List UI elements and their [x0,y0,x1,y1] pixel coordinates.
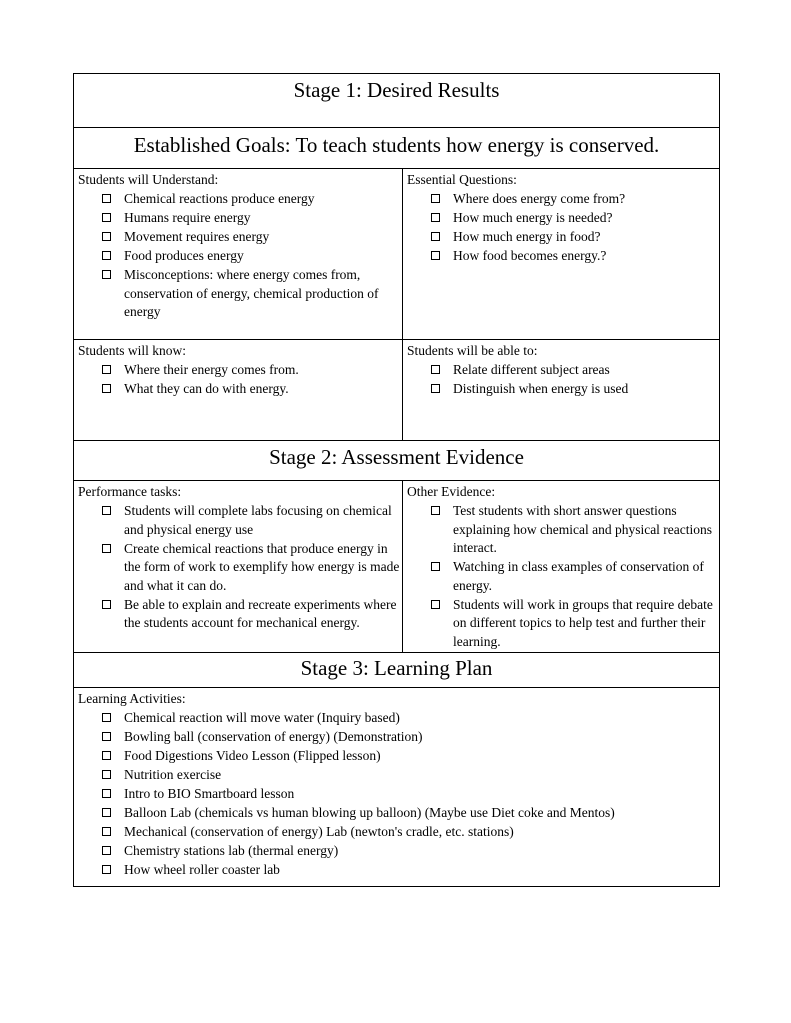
know-list [74,361,402,399]
list-item-text: Test students with short answer questions explaining how chemical and physical reactions interact. [453,503,713,555]
list-item [74,842,719,861]
list-item [403,228,719,247]
checkbox-bullet-icon [431,562,440,571]
questions-cell [403,169,720,340]
list-item-text: Be able to explain and recreate experiments where the students account for mechanical energy. [124,596,397,630]
checkbox-bullet-icon [102,713,111,722]
checkbox-bullet-icon [431,600,440,609]
list-item-text: Intro to BIO Smartboard lesson [124,785,295,801]
list-item [74,266,402,322]
list-item-text: Nutrition exercise [124,766,222,782]
checkbox-bullet-icon [431,213,440,222]
activities-list [74,709,719,880]
checkbox-bullet-icon [102,808,111,817]
checkbox-bullet-icon [102,827,111,836]
list-item [74,747,719,766]
list-item-text: How wheel roller coaster lab [124,861,280,877]
list-item-text: Chemistry stations lab (thermal energy) [124,842,339,858]
list-item [74,728,719,747]
list-item [74,596,402,633]
checkbox-bullet-icon [102,213,111,222]
list-item [403,502,719,558]
stage1-header [74,74,720,128]
know-cell [74,340,403,441]
list-item-text: Balloon Lab (chemicals vs human blowing up balloon) (Maybe use Diet coke and Mentos) [124,804,615,820]
able-cell [403,340,720,441]
stage2-header [74,441,720,481]
checkbox-bullet-icon [102,865,111,874]
list-item [74,804,719,823]
list-item-text: Food produces energy [124,248,244,263]
checkbox-bullet-icon [431,384,440,393]
list-item [74,540,402,596]
list-item-text: How much energy is needed? [453,210,613,225]
checkbox-bullet-icon [102,506,111,515]
performance-cell [74,481,403,653]
list-item-text: How food becomes energy.? [453,248,607,263]
checkbox-bullet-icon [102,770,111,779]
checkbox-bullet-icon [431,506,440,515]
checkbox-bullet-icon [102,751,111,760]
performance-list [74,502,402,633]
list-item [74,823,719,842]
list-item [74,709,719,728]
list-item [74,247,402,266]
unit-plan-table [73,73,720,887]
understand-list [74,190,402,322]
checkbox-bullet-icon [431,251,440,260]
list-item [74,380,402,399]
list-item-text: Movement requires energy [124,229,270,244]
understand-cell [74,169,403,340]
list-item-text: Students will work in groups that require debate on different topics to help test and further their learning. [453,596,713,649]
list-item-text: How much energy in food? [453,229,601,244]
checkbox-bullet-icon [102,732,111,741]
list-item-text: Chemical reactions produce energy [124,191,315,206]
list-item [403,209,719,228]
list-item-text: Chemical reaction will move water (Inquiry based) [124,709,400,725]
goals-row [74,128,720,169]
list-item [403,380,719,399]
list-item [74,766,719,785]
list-item [403,190,719,209]
list-item-text: Relate different subject areas [453,362,610,377]
checkbox-bullet-icon [102,846,111,855]
checkbox-bullet-icon [102,365,111,374]
list-item [403,558,719,595]
list-item [74,228,402,247]
activities-title: Learning Activities: [78,690,186,706]
understand-title: Students will Understand: [78,172,219,187]
list-item-text: Bowling ball (conservation of energy) (Demonstration) [124,728,423,744]
performance-title: Performance tasks: [78,484,182,499]
list-item-text: Mechanical (conservation of energy) Lab (newton's cradle, etc. stations) [124,823,514,839]
established-goals: Established Goals: To teach students how energy is conserved. [133,133,660,157]
stage1-title: Stage 1: Desired Results [293,78,500,102]
checkbox-bullet-icon [102,232,111,241]
list-item-text: Where their energy comes from. [124,362,299,377]
stage3-title: Stage 3: Learning Plan [300,655,493,680]
checkbox-bullet-icon [431,194,440,203]
checkbox-bullet-icon [102,600,111,609]
list-item [74,190,402,209]
other-evidence-list [403,502,719,651]
list-item-text: Food Digestions Video Lesson (Flipped lesson) [124,747,381,763]
list-item-text: Humans require energy [124,210,251,225]
list-item [403,596,719,652]
other-evidence-cell [403,481,720,653]
checkbox-bullet-icon [431,232,440,241]
list-item [74,785,719,804]
list-item-text: Misconceptions: where energy comes from, conservation of energy, chemical production of energy [124,267,379,319]
stage3-header [74,652,720,687]
list-item-text: Watching in class examples of conservation of energy. [453,559,704,593]
list-item [74,861,719,880]
list-item [403,361,719,380]
checkbox-bullet-icon [102,384,111,393]
questions-list [403,190,719,266]
list-item-text: Where does energy come from? [453,191,626,206]
checkbox-bullet-icon [102,251,111,260]
list-item [403,247,719,266]
stage2-title: Stage 2: Assessment Evidence [269,445,524,469]
activities-cell [74,687,720,886]
checkbox-bullet-icon [102,194,111,203]
checkbox-bullet-icon [102,544,111,553]
able-title: Students will be able to: [407,343,538,358]
questions-title: Essential Questions: [407,172,517,187]
checkbox-bullet-icon [102,270,111,279]
list-item [74,502,402,539]
list-item-text: What they can do with energy. [124,381,289,396]
list-item-text: Distinguish when energy is used [453,381,629,396]
checkbox-bullet-icon [102,789,111,798]
other-evidence-title: Other Evidence: [407,484,496,499]
list-item [74,209,402,228]
list-item-text: Create chemical reactions that produce energy in the form of work to exemplify how energy is made and what it can do. [124,540,400,593]
list-item-text: Students will complete labs focusing on chemical and physical energy use [124,503,392,537]
know-title: Students will know: [78,343,187,358]
list-item [74,361,402,380]
checkbox-bullet-icon [431,365,440,374]
able-list [403,361,719,399]
